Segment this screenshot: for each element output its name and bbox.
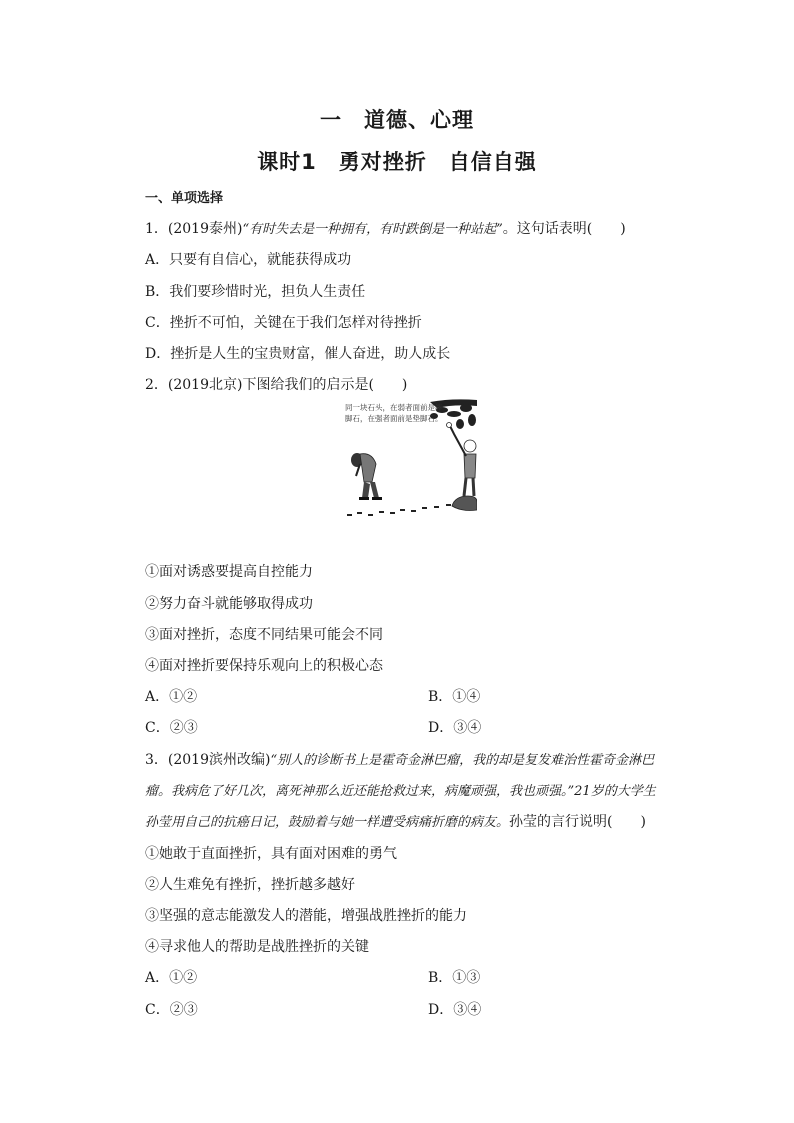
question-3-statement-2: ②人生难免有挫折，挫折越多越好 <box>145 877 355 893</box>
figure-caption-line-1: 同一块石头，在弱者面前是绊 <box>345 403 443 412</box>
question-3-line-2: 瘤。我病危了好几次，离死神那么近还能抢救过来，病魔顽强，我也顽强。”21岁的大学生 <box>145 784 656 799</box>
question-3-quote-1: “别人的诊断书上是霍奇金淋巴瘤，我的却是复发难治性霍奇金淋巴 <box>270 753 655 768</box>
question-3-option-b: B．①③ <box>428 970 481 986</box>
question-2-stem: 2．(2019北京)下图给我们的启示是( ) <box>145 377 408 393</box>
question-2-option-a: A．①② <box>145 689 198 705</box>
question-1-quote: “有时失去是一种拥有，有时跌倒是一种站起” <box>242 222 503 237</box>
question-3-statement-1: ①她敢于直面挫折，具有面对困难的勇气 <box>145 846 397 862</box>
question-1-option-c: C．挫折不可怕，关键在于我们怎样对待挫折 <box>145 315 422 331</box>
question-1-option-d: D．挫折是人生的宝贵财富，催人奋进，助人成长 <box>145 346 451 362</box>
unit-title: 一 道德、心理 <box>320 108 474 132</box>
question-2-statement-1: ①面对诱惑要提高自控能力 <box>145 564 313 580</box>
question-3-statement-3: ③坚强的意志能激发人的潜能，增强战胜挫折的能力 <box>145 908 467 924</box>
question-3-option-d: D．③④ <box>428 1002 482 1018</box>
question-2-statement-4: ④面对挫折要保持乐观向上的积极心态 <box>145 658 383 674</box>
question-3-line-3 <box>145 811 646 831</box>
question-3-option-a: A．①② <box>145 970 198 986</box>
stone-icon <box>452 496 477 511</box>
section-heading: 一、单项选择 <box>145 191 224 206</box>
question-3-option-c: C．②③ <box>145 1002 198 1018</box>
question-1-source: 1．(2019泰州) <box>145 221 243 237</box>
question-3-source: 3．(2019滨州改编) <box>145 752 271 768</box>
question-2-option-b: B．①④ <box>428 689 481 705</box>
question-3-statement-4: ④寻求他人的帮助是战胜挫折的关键 <box>145 939 369 955</box>
question-3-line-1 <box>145 749 654 769</box>
question-1-suffix: 。这句话表明( ) <box>502 221 626 237</box>
question-2-statement-3: ③面对挫折，态度不同结果可能会不同 <box>145 627 383 643</box>
question-3-suffix: 孙莹的言行说明( ) <box>509 814 646 830</box>
question-1-option-a: A．只要有自信心，就能获得成功 <box>145 252 352 268</box>
question-2-option-d: D．③④ <box>428 720 482 736</box>
question-3-quote-3: 孙莹用自己的抗癌日记，鼓励着与她一样遭受病痛折磨的病友。 <box>145 815 510 830</box>
question-2-statement-2: ②努力奋斗就能够取得成功 <box>145 596 313 612</box>
question-1-option-b: B．我们要珍惜时光，担负人生责任 <box>145 284 366 300</box>
lesson-title: 课时1 勇对挫折 自信自强 <box>257 150 537 174</box>
cartoon-figure <box>342 398 477 520</box>
figure-caption-line-2: 脚石，在强者面前是垫脚石。 <box>345 414 443 423</box>
strong-person-icon <box>447 423 477 497</box>
question-1-stem <box>145 218 626 238</box>
question-2-option-c: C．②③ <box>145 720 198 736</box>
weak-person-icon <box>351 453 382 500</box>
